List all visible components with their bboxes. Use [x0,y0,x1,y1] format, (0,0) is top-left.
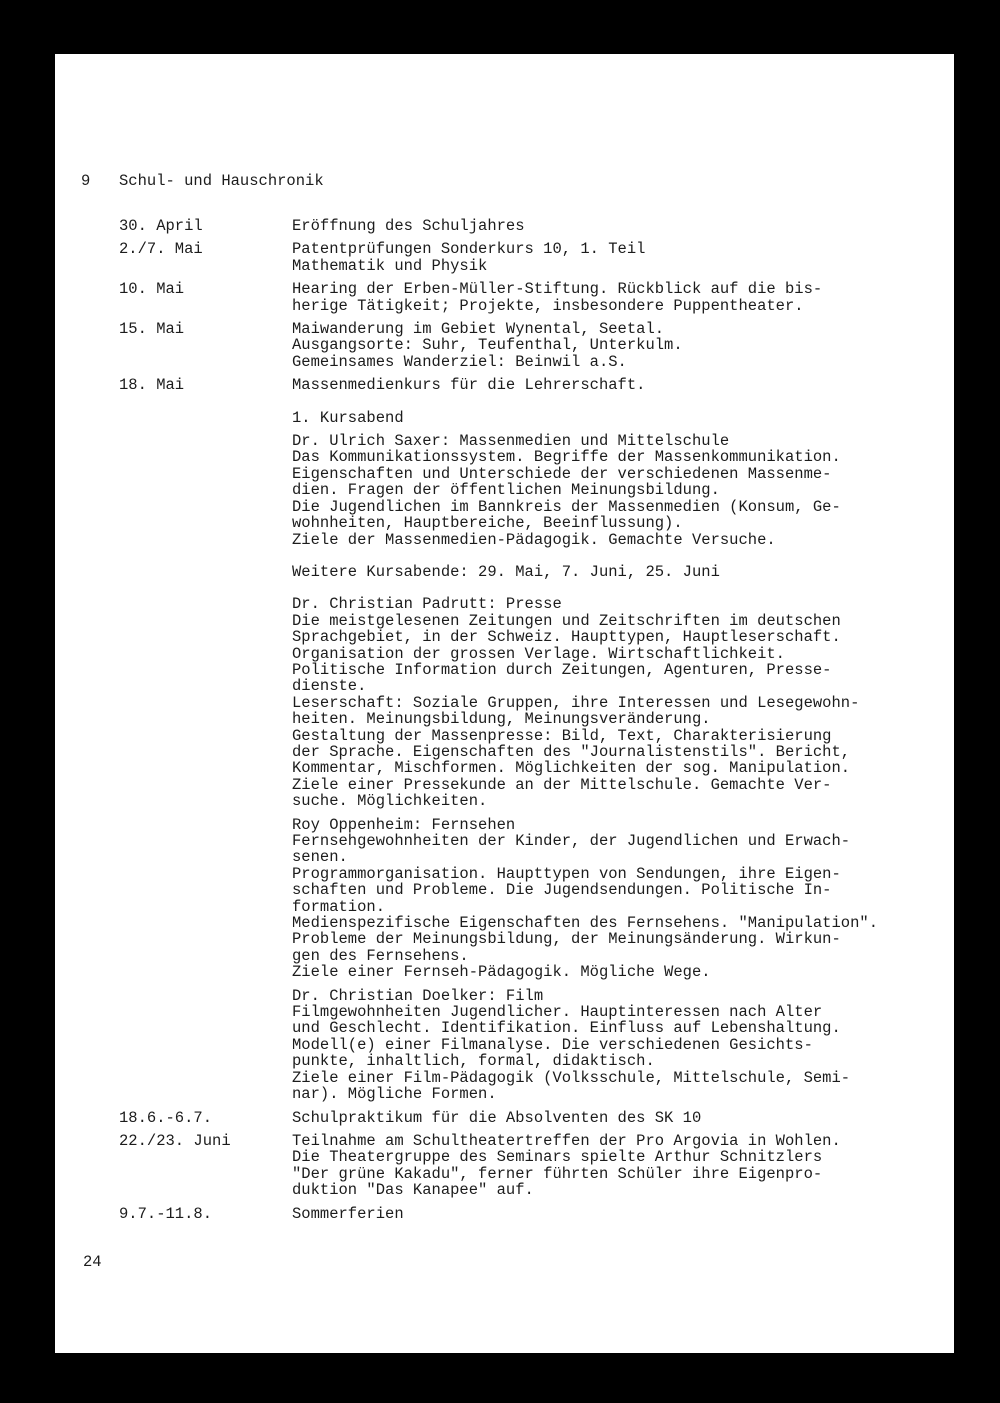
entry-body [292,1133,939,1199]
chronicle-entry [119,377,939,1102]
text-line: Patentprüfungen Sonderkurs 10, 1. Teil [292,240,646,259]
text-line: Ziele der Massenmedien-Pädagogik. Gemachte Versuche. [292,530,776,549]
entry-paragraph [292,596,939,809]
text-line: Medienspezifische Eigenschaften des Fernsehens. "Manipulation". [292,914,878,933]
text-line: Teilnahme am Schultheatertreffen der Pro Argovia in Wohlen. [292,1131,841,1150]
entry-paragraph [292,241,939,274]
text-line: wohnheiten, Hauptbereiche, Beeinflussung). [292,514,683,533]
text-line: Programmorganisation. Haupttypen von Sendungen, ihre Eigen- [292,864,841,883]
entry-paragraph [292,218,939,234]
text-line: Gemeinsames Wanderziel: Beinwil a.S. [292,352,627,371]
chronicle-entry [119,1206,939,1222]
text-line: Die Jugendlichen im Bannkreis der Massenmedien (Konsum, Ge- [292,497,841,516]
entry-body [292,1110,939,1126]
entry-paragraph [292,1110,939,1126]
text-line: Die meistgelesenen Zeitungen und Zeitschriften im deutschen [292,611,841,630]
text-line: Probleme der Meinungsbildung, der Meinungsänderung. Wirkun- [292,930,841,949]
text-line: Weitere Kursabende: 29. Mai, 7. Juni, 25. Juni [292,562,720,581]
text-line: dien. Fragen der öffentlichen Meinungsbildung. [292,481,720,500]
text-line: Dr. Ulrich Saxer: Massenmedien und Mittelschule [292,432,730,451]
text-line: heiten. Meinungsbildung, Meinungsveränderung. [292,710,711,729]
entry-date: 22./23. Juni [119,1131,231,1150]
text-line: Organisation der grossen Verlage. Wirtschaftlichkeit. [292,644,785,663]
text-line: Sprachgebiet, in der Schweiz. Haupttypen, Hauptleserschaft. [292,628,841,647]
text-line: Roy Oppenheim: Fernsehen [292,815,516,834]
text-line: Dr. Christian Padrutt: Presse [292,595,562,614]
entry-body [292,377,939,1102]
text-line: Leserschaft: Soziale Gruppen, ihre Interessen und Lesegewohn- [292,693,860,712]
document-page [55,54,954,1353]
entry-paragraph [292,377,939,393]
text-line: senen. [292,848,348,867]
text-line: Filmgewohnheiten Jugendlicher. Hauptinteressen nach Alter [292,1003,823,1022]
text-line: Das Kommunikationssystem. Begriffe der Massenkommunikation. [292,448,841,467]
text-line: duktion "Das Kanapee" auf. [292,1181,534,1200]
entry-paragraph [292,433,939,548]
text-line: der Sprache. Eigenschaften des "Journalistenstils". Bericht, [292,742,851,761]
text-line: suche. Möglichkeiten. [292,792,488,811]
chronicle-entry [119,281,939,314]
entry-paragraph [292,410,939,426]
chronicle-entry [119,1110,939,1126]
entry-date: 18.6.-6.7. [119,1108,213,1127]
section-number: 9 [81,172,91,190]
text-line: Eigenschaften und Unterschiede der verschiedenen Massenme- [292,464,832,483]
text-line: Die Theatergruppe des Seminars spielte Arthur Schnitzlers [292,1148,823,1167]
document [55,54,954,1353]
text-line: Ziele einer Film-Pädagogik (Volksschule, Mittelschule, Semi- [292,1068,851,1087]
entry-paragraph [292,1133,939,1199]
text-line: und Geschlecht. Identifikation. Einfluss auf Lebenshaltung. [292,1019,841,1038]
text-line: Fernsehgewohnheiten der Kinder, der Jugendlichen und Erwach- [292,832,851,850]
chronicle-entry [119,218,939,234]
entry-paragraph [292,281,939,314]
text-line: punkte, inhaltlich, formal, didaktisch. [292,1052,655,1071]
text-line: herige Tätigkeit; Projekte, insbesondere Puppentheater. [292,296,804,315]
section-title: Schul- und Hauschronik [119,172,324,190]
entry-paragraph [292,321,939,370]
entry-body [292,241,939,274]
text-line: Ziele einer Pressekunde an der Mittelschule. Gemachte Ver- [292,775,832,794]
text-line: Dr. Christian Doelker: Film [292,986,544,1005]
text-line: Sommerferien [292,1204,404,1223]
text-line: Mathematik und Physik [292,256,488,275]
text-line: nar). Mögliche Formen. [292,1085,497,1104]
entry-body [292,1206,939,1222]
entry-date: 10. Mai [119,280,185,299]
text-line: "Der grüne Kakadu", ferner führten Schüler ihre Eigenpro- [292,1164,823,1183]
chronicle-entries [119,218,939,1229]
text-line: 1. Kursabend [292,408,404,427]
text-line: schaften und Probleme. Die Jugendsendungen. Politische In- [292,881,832,900]
text-line: Ausgangsorte: Suhr, Teufenthal, Unterkulm. [292,336,683,355]
entry-body [292,281,939,314]
chronicle-entry [119,321,939,370]
text-line: Gestaltung der Massenpresse: Bild, Text, Charakterisierung [292,726,832,745]
text-line: Massenmedienkurs für die Lehrerschaft. [292,376,646,395]
text-line: formation. [292,897,386,916]
chronicle-entry [119,241,939,274]
entry-paragraph [292,564,939,580]
chronicle-entry [119,1133,939,1199]
entry-body [292,218,939,234]
text-line: Schulpraktikum für die Absolventen des SK 10 [292,1108,702,1127]
entry-date: 9.7.-11.8. [119,1204,213,1223]
page-number: 24 [83,1253,102,1271]
entry-paragraph [292,988,939,1103]
text-line: Hearing der Erben-Müller-Stiftung. Rückblick auf die bis- [292,280,823,299]
entry-date: 15. Mai [119,320,185,339]
entry-date: 18. Mai [119,376,185,395]
entry-date: 30. April [119,217,203,235]
section-heading [81,172,324,190]
text-line: Maiwanderung im Gebiet Wynental, Seetal. [292,320,665,339]
text-line: Modell(e) einer Filmanalyse. Die verschiedenen Gesichts- [292,1035,813,1054]
text-line: gen des Fernsehens. [292,946,469,965]
text-line: Politische Information durch Zeitungen, Agenturen, Presse- [292,660,832,679]
entry-paragraph [292,1206,939,1222]
text-line: Kommentar, Mischformen. Möglichkeiten der sog. Manipulation. [292,759,851,778]
entry-body [292,321,939,370]
text-line: dienste. [292,677,367,696]
text-line: Ziele einer Fernseh-Pädagogik. Mögliche Wege. [292,963,711,982]
entry-date: 2./7. Mai [119,240,203,259]
text-line: Eröffnung des Schuljahres [292,217,525,235]
entry-paragraph [292,817,939,981]
